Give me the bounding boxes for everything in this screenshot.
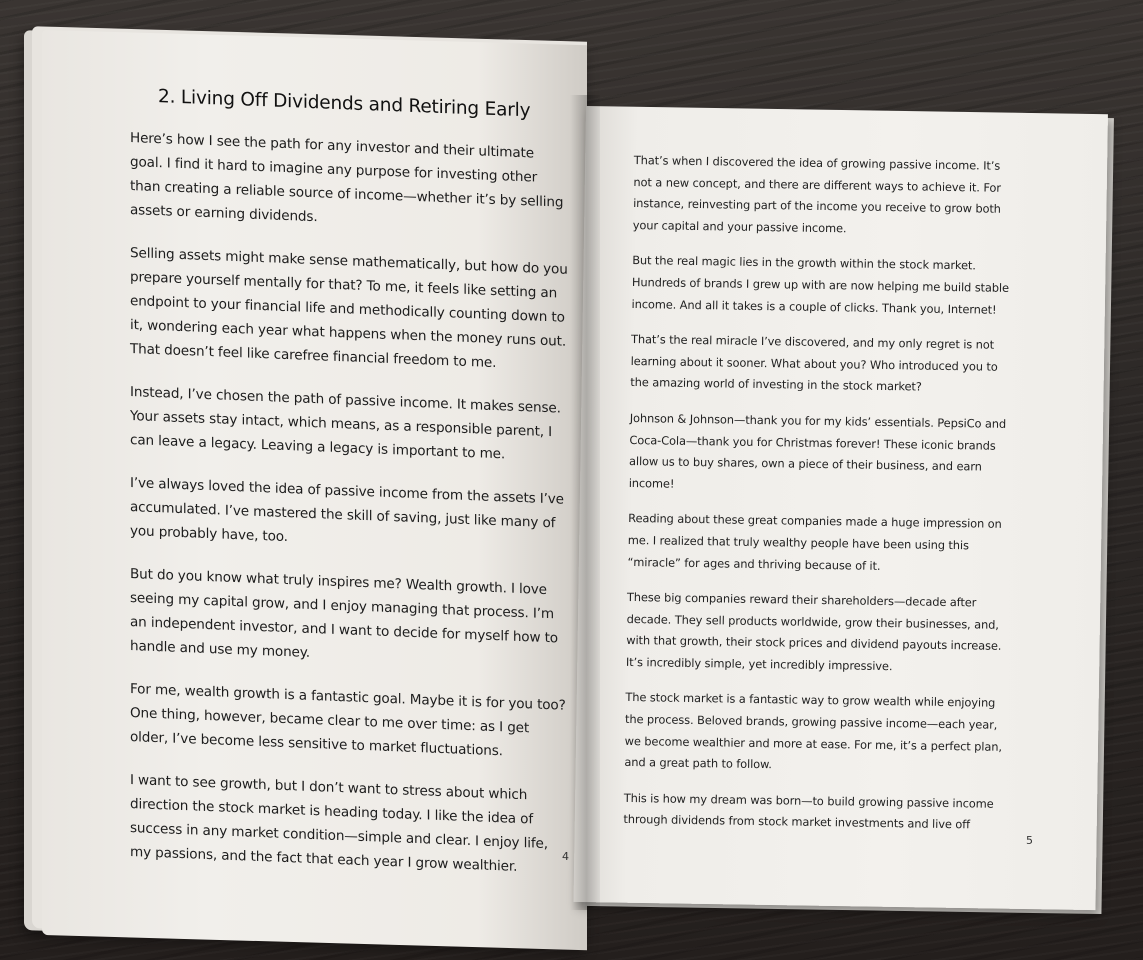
paragraph: The stock market is a fantastic way to grow wealth while enjoying the process. Beloved brands, growing passive income—each year, we become wealthier and more at ease. For me, it’s a perfect plan, and a great path to follow. bbox=[624, 690, 1003, 772]
right-page-text bbox=[623, 150, 1019, 851]
page-number-left: 4 bbox=[562, 849, 569, 864]
chapter-title: 2. Living Off Dividends and Retiring Early bbox=[158, 86, 531, 122]
paragraph: But do you know what truly inspires me? Wealth growth. I love seeing my capital grow, and I enjoy managing that process. I’m an independent investor, and I want to decide for myself how to handle and use my money. bbox=[130, 566, 558, 661]
book-gutter-shadow bbox=[570, 95, 600, 910]
paragraph: I want to see growth, but I don’t want to stress about which direction the stock market is heading today. I like the idea of success in any market condition—simple and clear. I enjoy life, my passions, and the fact that each year I grow wealthier. bbox=[130, 772, 548, 875]
paragraph: Here’s how I see the path for any investor and their ultimate goal. I find it hard to imagine any purpose for investing other than creating a reliable source of income—whether it’s by selling assets or earning dividends. bbox=[130, 130, 564, 226]
paragraph: This is how my dream was born—to build growing passive income through dividends from stock market investments and live off bbox=[623, 790, 994, 832]
left-page-text bbox=[130, 85, 570, 900]
paragraph: That’s when I discovered the idea of growing passive income. It’s not a new concept, and there are different ways to achieve it. For instance, reinvesting part of the income you receive to grow both your capital and your passive income. bbox=[632, 152, 1002, 236]
paragraph: But the real magic lies in the growth within the stock market. Hundreds of brands I grew up with are now helping me build stable income. And all it takes is a couple of clicks. Thank you, Internet! bbox=[631, 253, 1010, 317]
paragraph: Johnson & Johnson—thank you for my kids’ essentials. PepsiCo and Coca-Cola—thank you for Christmas forever! These iconic brands allow us to buy shares, own a piece of their business, and earn income! bbox=[628, 410, 1007, 491]
page-number-right: 5 bbox=[1026, 834, 1033, 847]
paragraph: Selling assets might make sense mathematically, but how do you prepare yourself mentally for that? To me, it feels like setting an endpoint to your financial life and methodically counting down to it, wondering each year what happens when the money runs out. That doesn’t feel like carefree financial freedom to me. bbox=[130, 245, 568, 372]
paragraph: I’ve always loved the idea of passive income from the assets I’ve accumulated. I’ve mastered the skill of saving, just like many of you probably have, too. bbox=[130, 475, 564, 546]
paragraph: These big companies reward their shareholders—decade after decade. They sell products worldwide, grow their businesses, and, with that growth, their stock prices and dividend payouts increase. It’s incredibly simple, yet incredibly impressive. bbox=[625, 590, 1002, 673]
paragraph: Instead, I’ve chosen the path of passive income. It makes sense. Your assets stay intact, which means, as a responsible parent, I can leave a legacy. Leaving a legacy is important to me. bbox=[130, 384, 561, 463]
paragraph: Reading about these great companies made a huge impression on me. I realized that truly wealthy people have been using this “miracle” for ages and thriving because of it. bbox=[627, 511, 1002, 573]
paragraph: That’s the real miracle I’ve discovered, and my only regret is not learning about it sooner. What about you? Who introduced you to the amazing world of investing in the stock market? bbox=[630, 332, 998, 394]
paragraph: For me, wealth growth is a fantastic goal. Maybe it is for you too? One thing, however, became clear to me over time: as I get older, I’ve become less sensitive to market fluctuations. bbox=[130, 681, 566, 760]
